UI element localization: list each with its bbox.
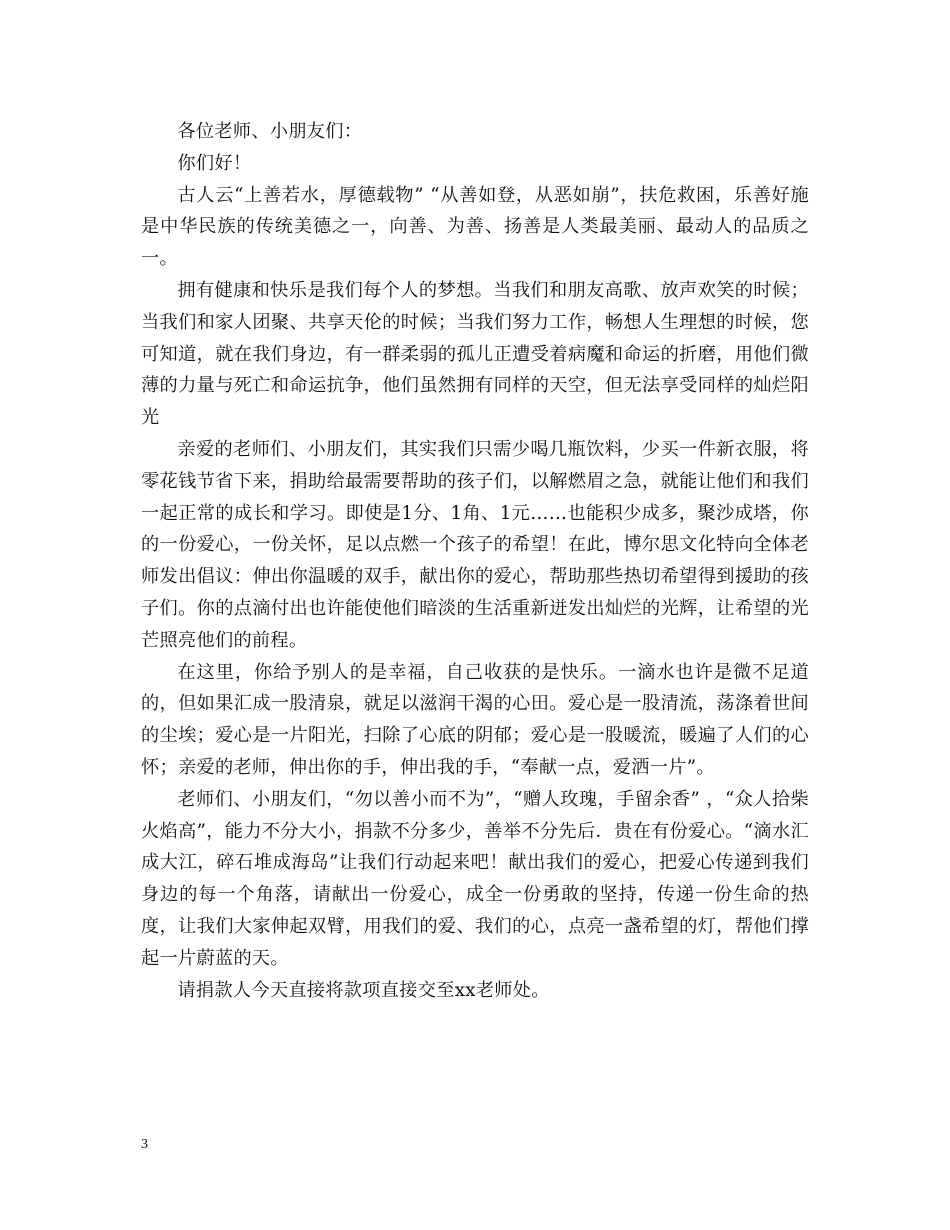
page-number: 3	[141, 1137, 148, 1152]
greeting: 各位老师、小朋友们：	[177, 121, 363, 142]
salutation: 你们好！	[177, 152, 252, 174]
paragraph-intro: 古人云“上善若水，厚德载物” “从善如登，从恶如崩”，扶危救困，乐善好施是中华民族的传统美德之一，向善、为善、扬善是人类最美丽、最动人的品质之一。	[141, 184, 809, 270]
paragraph-happiness: 在这里，你给予别人的是幸福，自己收获的是快乐。一滴水也许是微不足道的，但如果汇成一股清泉，就足以滋润干渴的心田。爱心是一股清流，荡涤着世间的尘埃；爱心是一片阳光，扫除了心底的阴郁；爱心是一股暖流，暖遍了人们的心怀；亲爱的老师，伸出你的手，伸出我的手，“奉献一点，爱洒一片”。	[141, 661, 809, 778]
paragraph-appeal: 亲爱的老师们、小朋友们，其实我们只需少喝几瓶饮料，少买一件新衣服，将零花钱节省下来，捐助给最需要帮助的孩子们，以解燃眉之急，就能让他们和我们一起正常的成长和学习。即使是1分、1角、1元……也能积少成多，聚沙成塔，你的一份爱心，一份关怀，足以点燃一个孩子的希望！在此，博尔思文化特向全体老师发出倡议：伸出你温暖的双手，献出你的爱心，帮助那些热切希望得到援助的孩子们。你的点滴付出也许能使他们暗淡的生活重新迸发出灿烂的光辉，让希望的光芒照亮他们的前程。	[141, 438, 809, 651]
document-body	[141, 116, 809, 1006]
paragraph-call-to-action: 老师们、小朋友们，“勿以善小而不为”，“赠人玫瑰，手留余香” ，“众人拾柴火焰高”，能力不分大小，捐款不分多少，善举不分先后．贵在有份爱心。“滴水汇成大江，碎石堆成海岛”让我们行动起来吧！献出我们的爱心，把爱心传递到我们身边的每一个角落，请献出一份爱心，成全一份勇敢的坚持，传递一份生命的热度，让我们大家伸起双臂，用我们的爱、我们的心，点亮一盏希望的灯，帮他们撑起一片蔚蓝的天。	[141, 788, 809, 969]
paragraph-dream: 拥有健康和快乐是我们每个人的梦想。当我们和朋友高歌、放声欢笑的时候；当我们和家人团聚、共享天伦的时候；当我们努力工作，畅想人生理想的时候，您可知道，就在我们身边，有一群柔弱的孤儿正遭受着病魔和命运的折磨，用他们微薄的力量与死亡和命运抗争，他们虽然拥有同样的天空，但无法享受同样的灿烂阳光	[141, 279, 809, 429]
paragraph-instructions: 请捐款人今天直接将款项直接交至xx老师处。	[177, 979, 550, 1001]
